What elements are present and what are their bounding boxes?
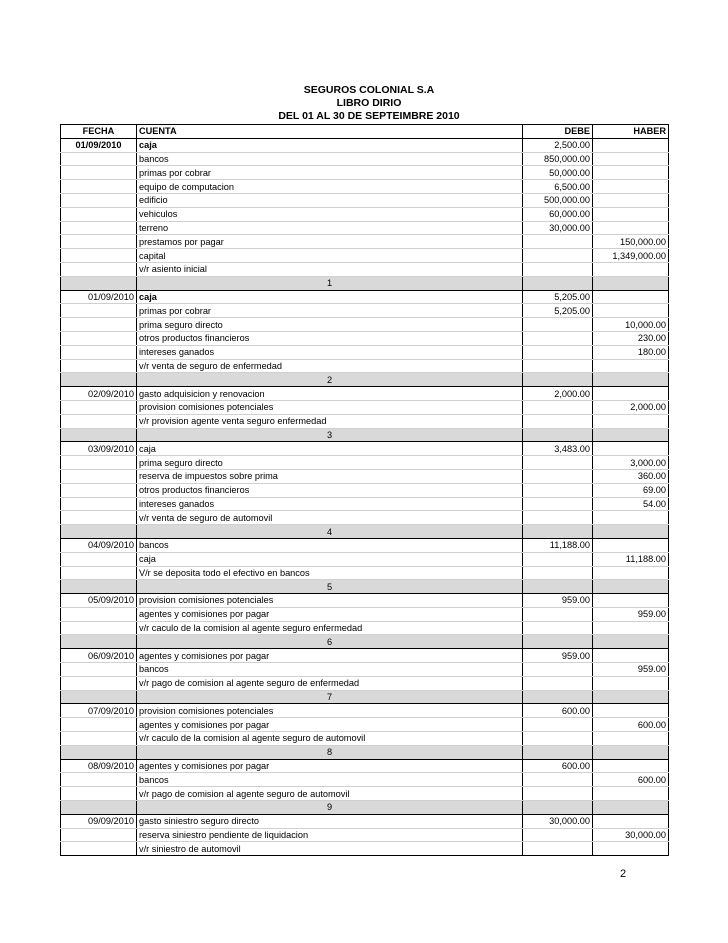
credit-amount: 11,188.00 [593,552,669,566]
entry-date [61,414,137,428]
entry-date [61,152,137,166]
separator-cell [61,525,137,539]
account-name: provision comisiones potenciales [137,400,523,414]
account-name: edificio [137,193,523,207]
account-name: gasto adquisicion y renovacion [137,387,523,401]
table-row [61,304,669,318]
entry-date [61,359,137,373]
table-row [61,442,669,456]
account-name: bancos [137,663,523,677]
credit-amount: 30,000.00 [593,828,669,842]
table-row [61,607,669,621]
column-header-account: CUENTA [137,125,523,139]
account-name: intereses ganados [137,345,523,359]
account-name: caja [137,138,523,152]
entry-date [61,221,137,235]
table-row [61,345,669,359]
entry-separator-row [61,635,669,649]
debit-amount [523,828,593,842]
table-row [61,704,669,718]
entry-date [61,400,137,414]
entry-number: 5 [137,580,523,594]
separator-cell [523,635,593,649]
table-row [61,318,669,332]
debit-amount [523,235,593,249]
separator-cell [593,635,669,649]
table-row [61,732,669,746]
credit-amount [593,138,669,152]
separator-cell [593,525,669,539]
debit-amount: 959.00 [523,649,593,663]
separator-cell [523,801,593,815]
entry-separator-row [61,428,669,442]
entry-number: 7 [137,690,523,704]
account-name: reserva siniestro pendiente de liquidacion [137,828,523,842]
entry-date [61,663,137,677]
entry-separator-row [61,745,669,759]
entry-date [61,842,137,856]
debit-amount [523,732,593,746]
credit-amount: 69.00 [593,483,669,497]
account-name: agentes y comisiones por pagar [137,649,523,663]
account-name: agentes y comisiones por pagar [137,718,523,732]
separator-cell [523,428,593,442]
credit-amount [593,594,669,608]
debit-amount: 30,000.00 [523,814,593,828]
account-name: v/r siniestro de automovil [137,842,523,856]
entry-date [61,456,137,470]
entry-date [61,552,137,566]
credit-amount [593,538,669,552]
entry-date [61,304,137,318]
credit-amount [593,180,669,194]
table-row [61,538,669,552]
entry-date [61,166,137,180]
credit-amount: 2,000.00 [593,400,669,414]
credit-amount [593,387,669,401]
debit-amount [523,676,593,690]
table-row [61,249,669,263]
entry-date [61,497,137,511]
journal-table [60,124,669,856]
account-name: agentes y comisiones por pagar [137,759,523,773]
entry-date [61,193,137,207]
table-row [61,511,669,525]
credit-amount [593,152,669,166]
credit-amount [593,207,669,221]
separator-cell [61,373,137,387]
entry-separator-row [61,580,669,594]
entry-date [61,235,137,249]
table-row [61,718,669,732]
debit-amount: 11,188.00 [523,538,593,552]
credit-amount: 180.00 [593,345,669,359]
entry-number: 9 [137,801,523,815]
table-row [61,290,669,304]
table-row [61,814,669,828]
account-name: capital [137,249,523,263]
table-row [61,483,669,497]
table-row [61,828,669,842]
account-name: agentes y comisiones por pagar [137,607,523,621]
credit-amount: 1,349,000.00 [593,249,669,263]
account-name: v/r pago de comision al agente seguro de enfermedad [137,676,523,690]
book-title: LIBRO DIRIO [336,97,402,109]
debit-amount [523,566,593,580]
credit-amount [593,704,669,718]
entry-date [61,483,137,497]
debit-amount [523,249,593,263]
table-row [61,166,669,180]
entry-number: 3 [137,428,523,442]
journal-body [61,125,669,856]
entry-date: 04/09/2010 [61,538,137,552]
entry-number: 1 [137,276,523,290]
table-row [61,193,669,207]
document-header [0,84,728,123]
entry-separator-row [61,373,669,387]
account-name: V/r se deposita todo el efectivo en bancos [137,566,523,580]
debit-amount [523,842,593,856]
credit-amount [593,787,669,801]
separator-cell [593,745,669,759]
column-header-date: FECHA [61,125,137,139]
account-name: v/r venta de seguro de automovil [137,511,523,525]
credit-amount [593,442,669,456]
entry-date [61,345,137,359]
account-name: otros productos financieros [137,331,523,345]
credit-amount [593,221,669,235]
entry-number: 4 [137,525,523,539]
account-name: prima seguro directo [137,456,523,470]
account-name: bancos [137,538,523,552]
table-row [61,180,669,194]
table-row [61,552,669,566]
entry-date [61,676,137,690]
credit-amount [593,290,669,304]
account-name: provision comisiones potenciales [137,704,523,718]
separator-cell [61,801,137,815]
debit-amount: 3,483.00 [523,442,593,456]
debit-amount: 2,000.00 [523,387,593,401]
table-row [61,842,669,856]
account-name: prima seguro directo [137,318,523,332]
debit-amount: 60,000.00 [523,207,593,221]
credit-amount [593,842,669,856]
table-row [61,787,669,801]
period-title: DEL 01 AL 30 DE SEPTEIMBRE 2010 [278,110,460,122]
entry-number: 2 [137,373,523,387]
debit-amount [523,773,593,787]
debit-amount: 500,000.00 [523,193,593,207]
credit-amount [593,414,669,428]
separator-cell [61,635,137,649]
account-name: bancos [137,773,523,787]
debit-amount [523,607,593,621]
separator-cell [593,580,669,594]
debit-amount: 50,000.00 [523,166,593,180]
table-row [61,456,669,470]
account-name: v/r provision agente venta seguro enfermedad [137,414,523,428]
table-row [61,152,669,166]
account-name: caja [137,442,523,456]
account-name: provision comisiones potenciales [137,594,523,608]
entry-date: 09/09/2010 [61,814,137,828]
separator-cell [593,276,669,290]
account-name: gasto siniestro seguro directo [137,814,523,828]
account-name: reserva de impuestos sobre prima [137,469,523,483]
debit-amount: 850,000.00 [523,152,593,166]
table-row [61,262,669,276]
account-name: v/r asiento inicial [137,262,523,276]
debit-amount: 2,500.00 [523,138,593,152]
table-row [61,649,669,663]
separator-cell [523,745,593,759]
debit-amount [523,511,593,525]
credit-amount: 600.00 [593,718,669,732]
entry-date [61,318,137,332]
entry-date [61,331,137,345]
entry-date [61,262,137,276]
table-row [61,497,669,511]
entry-separator-row [61,525,669,539]
column-header-debit: DEBE [523,125,593,139]
table-row [61,414,669,428]
entry-date [61,732,137,746]
account-name: terreno [137,221,523,235]
entry-date: 08/09/2010 [61,759,137,773]
credit-amount [593,511,669,525]
table-row [61,621,669,635]
entry-date [61,207,137,221]
credit-amount: 360.00 [593,469,669,483]
company-name: SEGUROS COLONIAL S.A [303,84,435,96]
credit-amount [593,649,669,663]
debit-amount: 959.00 [523,594,593,608]
separator-cell [61,745,137,759]
debit-amount [523,787,593,801]
entry-date [61,787,137,801]
credit-amount [593,732,669,746]
separator-cell [593,690,669,704]
credit-amount: 600.00 [593,773,669,787]
separator-cell [523,690,593,704]
credit-amount: 150,000.00 [593,235,669,249]
debit-amount [523,331,593,345]
credit-amount [593,621,669,635]
account-name: v/r pago de comision al agente seguro de automovil [137,787,523,801]
separator-cell [61,276,137,290]
entry-date: 01/09/2010 [61,138,137,152]
debit-amount [523,552,593,566]
debit-amount [523,497,593,511]
credit-amount: 3,000.00 [593,456,669,470]
entry-date [61,773,137,787]
credit-amount [593,566,669,580]
credit-amount [593,676,669,690]
table-row [61,759,669,773]
table-row [61,469,669,483]
debit-amount [523,469,593,483]
entry-separator-row [61,801,669,815]
credit-amount: 230.00 [593,331,669,345]
debit-amount [523,456,593,470]
account-name: primas por cobrar [137,166,523,180]
separator-cell [61,580,137,594]
debit-amount [523,262,593,276]
entry-date: 01/09/2010 [61,290,137,304]
entry-date [61,566,137,580]
separator-cell [61,690,137,704]
table-row [61,663,669,677]
account-name: equipo de computacion [137,180,523,194]
column-header-credit: HABER [593,125,669,139]
credit-amount [593,193,669,207]
credit-amount [593,262,669,276]
entry-date [61,180,137,194]
debit-amount: 600.00 [523,759,593,773]
table-row [61,331,669,345]
debit-amount [523,663,593,677]
entry-date: 07/09/2010 [61,704,137,718]
debit-amount: 600.00 [523,704,593,718]
debit-amount: 6,500.00 [523,180,593,194]
entry-date [61,828,137,842]
debit-amount: 5,205.00 [523,290,593,304]
entry-date: 02/09/2010 [61,387,137,401]
debit-amount: 5,205.00 [523,304,593,318]
debit-amount [523,483,593,497]
account-name: primas por cobrar [137,304,523,318]
account-name: intereses ganados [137,497,523,511]
entry-date [61,511,137,525]
table-row [61,235,669,249]
debit-amount [523,414,593,428]
table-row [61,387,669,401]
table-row [61,773,669,787]
entry-date [61,249,137,263]
table-row [61,676,669,690]
separator-cell [593,801,669,815]
credit-amount: 959.00 [593,607,669,621]
table-row [61,207,669,221]
separator-cell [523,525,593,539]
credit-amount [593,814,669,828]
separator-cell [593,373,669,387]
credit-amount: 54.00 [593,497,669,511]
entry-number: 8 [137,745,523,759]
entry-separator-row [61,276,669,290]
account-name: prestamos por pagar [137,235,523,249]
table-header-row [61,125,669,139]
account-name: vehiculos [137,207,523,221]
table-row [61,138,669,152]
credit-amount [593,359,669,373]
table-row [61,359,669,373]
entry-separator-row [61,690,669,704]
table-row [61,400,669,414]
debit-amount [523,400,593,414]
entry-date [61,607,137,621]
credit-amount [593,304,669,318]
debit-amount [523,318,593,332]
account-name: v/r caculo de la comision al agente seguro enfermedad [137,621,523,635]
table-row [61,221,669,235]
account-name: bancos [137,152,523,166]
account-name: v/r caculo de la comision al agente seguro de automovil [137,732,523,746]
entry-date [61,621,137,635]
debit-amount [523,359,593,373]
account-name: v/r venta de seguro de enfermedad [137,359,523,373]
credit-amount [593,166,669,180]
entry-date [61,718,137,732]
separator-cell [593,428,669,442]
entry-date [61,469,137,483]
entry-date: 05/09/2010 [61,594,137,608]
debit-amount [523,718,593,732]
account-name: caja [137,290,523,304]
separator-cell [523,580,593,594]
separator-cell [523,373,593,387]
debit-amount [523,621,593,635]
credit-amount: 959.00 [593,663,669,677]
separator-cell [523,276,593,290]
table-row [61,594,669,608]
table-row [61,566,669,580]
debit-amount: 30,000.00 [523,221,593,235]
account-name: otros productos financieros [137,483,523,497]
credit-amount [593,759,669,773]
page-number: 2 [620,868,627,880]
separator-cell [61,428,137,442]
debit-amount [523,345,593,359]
entry-date: 06/09/2010 [61,649,137,663]
entry-date: 03/09/2010 [61,442,137,456]
account-name: caja [137,552,523,566]
credit-amount: 10,000.00 [593,318,669,332]
entry-number: 6 [137,635,523,649]
